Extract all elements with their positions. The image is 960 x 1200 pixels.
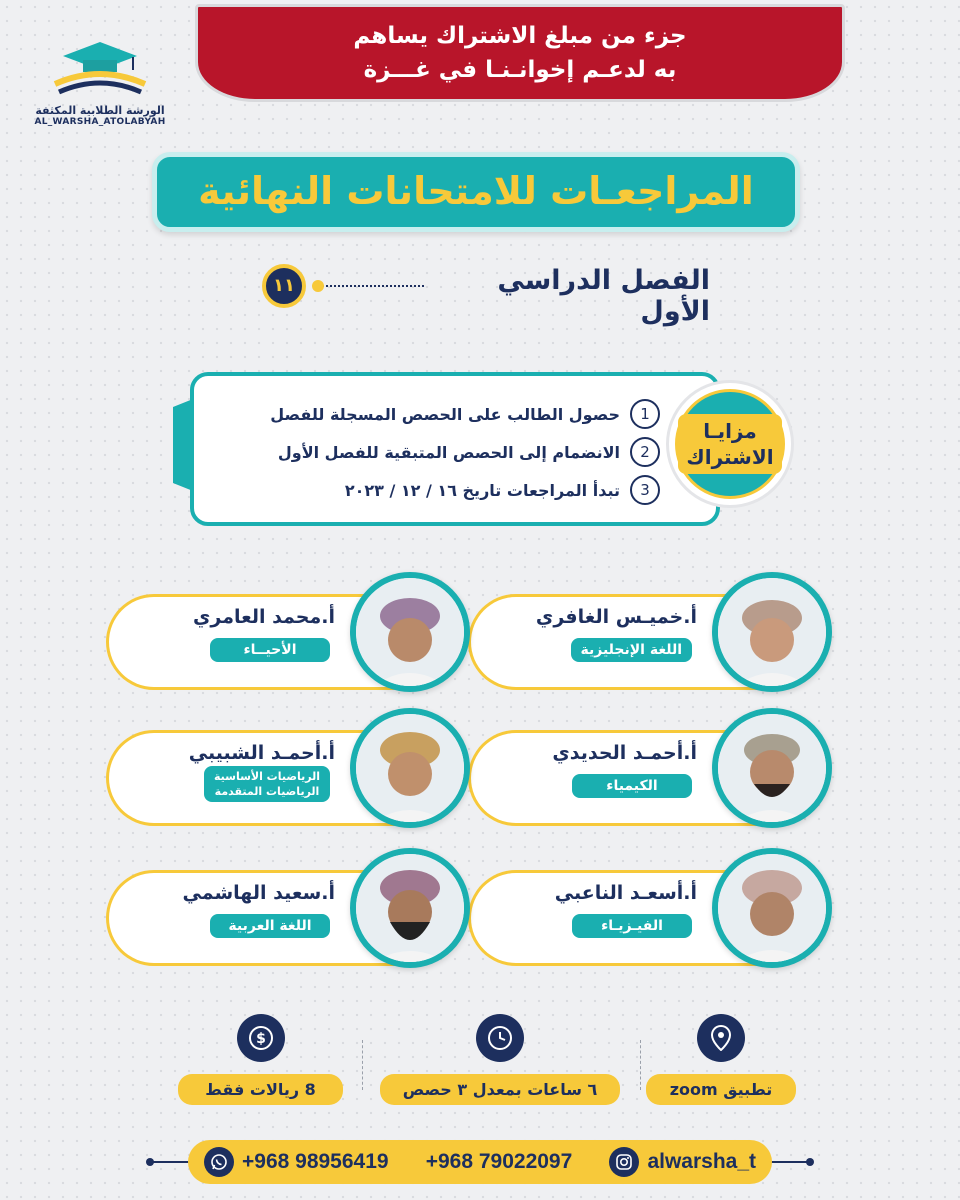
phone-number-1[interactable]: +968 79022097 <box>425 1150 573 1173</box>
feature-number: 3 <box>630 475 660 505</box>
teacher-photo <box>350 848 470 968</box>
feature-number: 1 <box>630 399 660 429</box>
teacher-subject-line-1: الرياضيات الأساسية <box>213 770 320 783</box>
price-pill: 8 ريالات فقط <box>178 1074 343 1105</box>
teacher-card <box>130 848 470 978</box>
info-app <box>646 1014 796 1105</box>
contact-footer <box>188 1140 772 1184</box>
teacher-subject: اللغة الإنجليزية <box>571 638 693 662</box>
teacher-card <box>130 708 470 838</box>
svg-text:$: $ <box>255 1031 266 1047</box>
teacher-subject <box>204 766 330 802</box>
feature-text: الانضمام إلى الحصص المتبقية للفصل الأول <box>277 442 620 462</box>
features-list <box>220 395 660 509</box>
gaza-support-banner <box>195 4 845 102</box>
info-price <box>178 1014 343 1105</box>
grade-badge: ١١ <box>262 264 306 308</box>
teacher-subject: الكيمياء <box>572 774 692 798</box>
teacher-name: أ.سعيد الهاشمي <box>182 882 335 904</box>
teacher-card <box>492 708 832 838</box>
hours-pill: ٦ ساعات بمعدل ٣ حصص <box>380 1074 620 1105</box>
instagram-contact[interactable] <box>609 1147 756 1177</box>
teacher-photo <box>350 572 470 692</box>
semester-label: الفصل الدراسي الأول <box>497 265 710 327</box>
teacher-subject: الأحيــاء <box>210 638 330 662</box>
banner-line-1: جزء من مبلغ الاشتراك يساهم <box>353 23 687 49</box>
teacher-name: أ.أحمـد الشبيبي <box>188 742 335 764</box>
teacher-card <box>130 572 470 702</box>
whatsapp-icon <box>204 1147 234 1177</box>
logo-subtitle: AL_WARSHA_ATOLABYAH <box>34 117 166 127</box>
info-hours <box>380 1014 620 1105</box>
whatsapp-contact[interactable] <box>204 1147 389 1177</box>
location-pin-icon <box>697 1014 745 1062</box>
feature-item <box>220 471 660 509</box>
feature-item <box>220 395 660 433</box>
graduation-cap-icon <box>45 38 155 98</box>
teacher-card <box>492 572 832 702</box>
logo <box>20 38 180 133</box>
dollar-coin-icon <box>237 1014 285 1062</box>
logo-name: الورشة الطلابية المكثفة <box>35 104 165 117</box>
features-heading-line-2: الاشتراك <box>686 445 774 469</box>
teacher-name: أ.أحمـد الحديدي <box>552 742 697 764</box>
teacher-subject-line-2: الرياضيات المتقدمة <box>214 785 320 798</box>
teacher-photo <box>712 708 832 828</box>
feature-item <box>220 433 660 471</box>
phone-number-2: +968 98956419 <box>242 1150 389 1173</box>
instagram-icon <box>609 1147 639 1177</box>
teacher-name: أ.محمد العامري <box>192 606 335 628</box>
teacher-photo <box>350 708 470 828</box>
teacher-name: أ.خميـس الغافري <box>535 606 697 628</box>
feature-text: تبدأ المراجعات تاريخ ١٦ / ١٢ / ٢٠٢٣ <box>344 480 620 500</box>
teacher-photo <box>712 572 832 692</box>
app-pill: تطبيق zoom <box>646 1074 796 1105</box>
page-title: المراجعـات للامتحانات النهائية <box>152 152 800 232</box>
features-heading <box>678 414 781 474</box>
dotted-connector <box>318 285 424 287</box>
teacher-card <box>492 848 832 978</box>
feature-number: 2 <box>630 437 660 467</box>
instagram-handle: alwarsha_t <box>647 1150 756 1173</box>
teacher-photo <box>712 848 832 968</box>
features-heading-line-1: مزايـا <box>703 419 757 443</box>
teacher-name: أ.أسعـد الناعبي <box>554 882 697 904</box>
features-heading-circle <box>666 380 794 508</box>
clock-icon <box>476 1014 524 1062</box>
banner-line-2: به لدعـم إخوانـنـا في غـــزة <box>363 57 677 83</box>
teacher-subject: اللغة العربية <box>210 914 330 938</box>
feature-text: حصول الطالب على الحصص المسجلة للفصل <box>270 404 620 424</box>
teacher-subject: الفيـزيـاء <box>572 914 692 938</box>
